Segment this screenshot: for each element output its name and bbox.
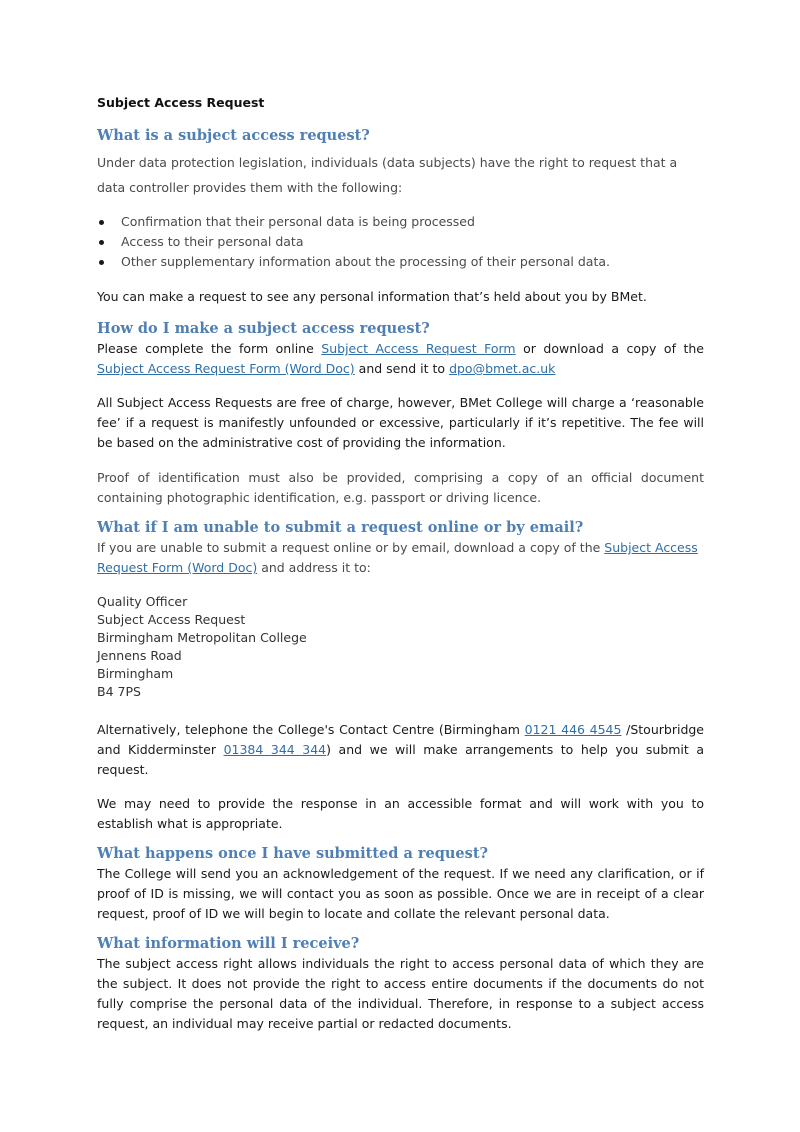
list-item-text: Other supplementary information about the processing of their personal data. (121, 254, 610, 269)
email-link[interactable]: dpo@bmet.ac.uk (449, 361, 556, 376)
text-span: Please complete the form online (97, 341, 322, 356)
heading-unable: What if I am unable to submit a request online or by email? (97, 519, 584, 536)
list-item (97, 252, 704, 272)
section-what-happens (97, 844, 704, 924)
phone-link-birmingham[interactable]: 0121 446 4545 (524, 722, 622, 737)
address-line: Birmingham (97, 666, 174, 681)
text-span: Alternatively, telephone the College's Contact Centre (Birmingham (97, 722, 525, 737)
text-span: /Stourbridge and Kidderminster (97, 722, 705, 757)
list-item-text: Confirmation that their personal data is being processed (121, 214, 475, 229)
bullet-icon (99, 240, 104, 245)
word-doc-link[interactable]: Subject Access Request Form (Word Doc) (97, 540, 698, 575)
heading-what-is: What is a subject access request? (97, 127, 370, 144)
document-title: Subject Access Request (97, 95, 265, 110)
section-how-do (97, 319, 704, 508)
heading-what-receive: What information will I receive? (97, 935, 360, 952)
closing-paragraph: You can make a request to see any personal information that’s held about you by BMet. (97, 289, 647, 304)
text-span: or download a copy of the (515, 341, 704, 356)
text-span: and send it to (354, 361, 450, 376)
phone-link-stourbridge[interactable]: 01384 344 344 (223, 742, 327, 757)
text-span: and address it to: (257, 560, 371, 575)
address-line: Birmingham Metropolitan College (97, 630, 307, 645)
bullet-icon (99, 260, 104, 265)
accessible-paragraph: We may need to provide the response in an accessible format and will work with you to establish what is appropriate. (97, 796, 704, 831)
happens-paragraph: The College will send you an acknowledgement of the request. If we need any clarification, or if proof of ID is missing, we will contact you as soon as possible. Once we are in receipt of a clear request, proof of ID we will begin to locate and collate the relevant personal data. (97, 866, 704, 921)
bullet-icon (99, 220, 104, 225)
address-line: B4 7PS (97, 684, 141, 699)
address-line: Quality Officer (97, 594, 188, 609)
intro-paragraph: Under data protection legislation, individuals (data subjects) have the right to request that a data controller provides them with the following: (97, 155, 678, 195)
receive-paragraph: The subject access right allows individuals the right to access personal data of which they are the subject. It does not provide the right to access entire documents if the documents do not fully comprise the personal data of the individual. Therefore, in response to a subject access request, an individual may receive partial or redacted documents. (97, 956, 704, 1031)
postal-address (97, 593, 704, 701)
text-span: ) and we will make arrangements to help you submit a request. (97, 742, 704, 777)
text-span: If you are unable to submit a request online or by email, download a copy of the (97, 540, 605, 555)
fees-paragraph: All Subject Access Requests are free of charge, however, BMet College will charge a ‘reasonable fee’ if a request is manifestly unfounded or excessive, particularly if it’s repetitive. The fee will be based on the administrative cost of providing the information. (97, 395, 704, 450)
list-item (97, 212, 704, 232)
section-what-receive (97, 934, 704, 1034)
proof-paragraph: Proof of identification must also be provided, comprising a copy of an official document containing photographic identification, e.g. passport or driving licence. (97, 470, 704, 505)
rights-list (97, 212, 704, 272)
section-what-is (97, 126, 704, 307)
address-line: Subject Access Request (97, 612, 246, 627)
heading-what-happens: What happens once I have submitted a request? (97, 845, 489, 862)
word-doc-link[interactable]: Subject Access Request Form (Word Doc) (97, 361, 355, 376)
how-paragraph (97, 339, 704, 379)
heading-how-do: How do I make a subject access request? (97, 320, 430, 337)
section-unable (97, 518, 704, 834)
online-form-link[interactable]: Subject Access Request Form (321, 341, 516, 356)
list-item (97, 232, 704, 252)
list-item-text: Access to their personal data (121, 234, 304, 249)
phone-paragraph (97, 720, 704, 780)
address-line: Jennens Road (97, 648, 182, 663)
unable-paragraph (97, 538, 704, 578)
